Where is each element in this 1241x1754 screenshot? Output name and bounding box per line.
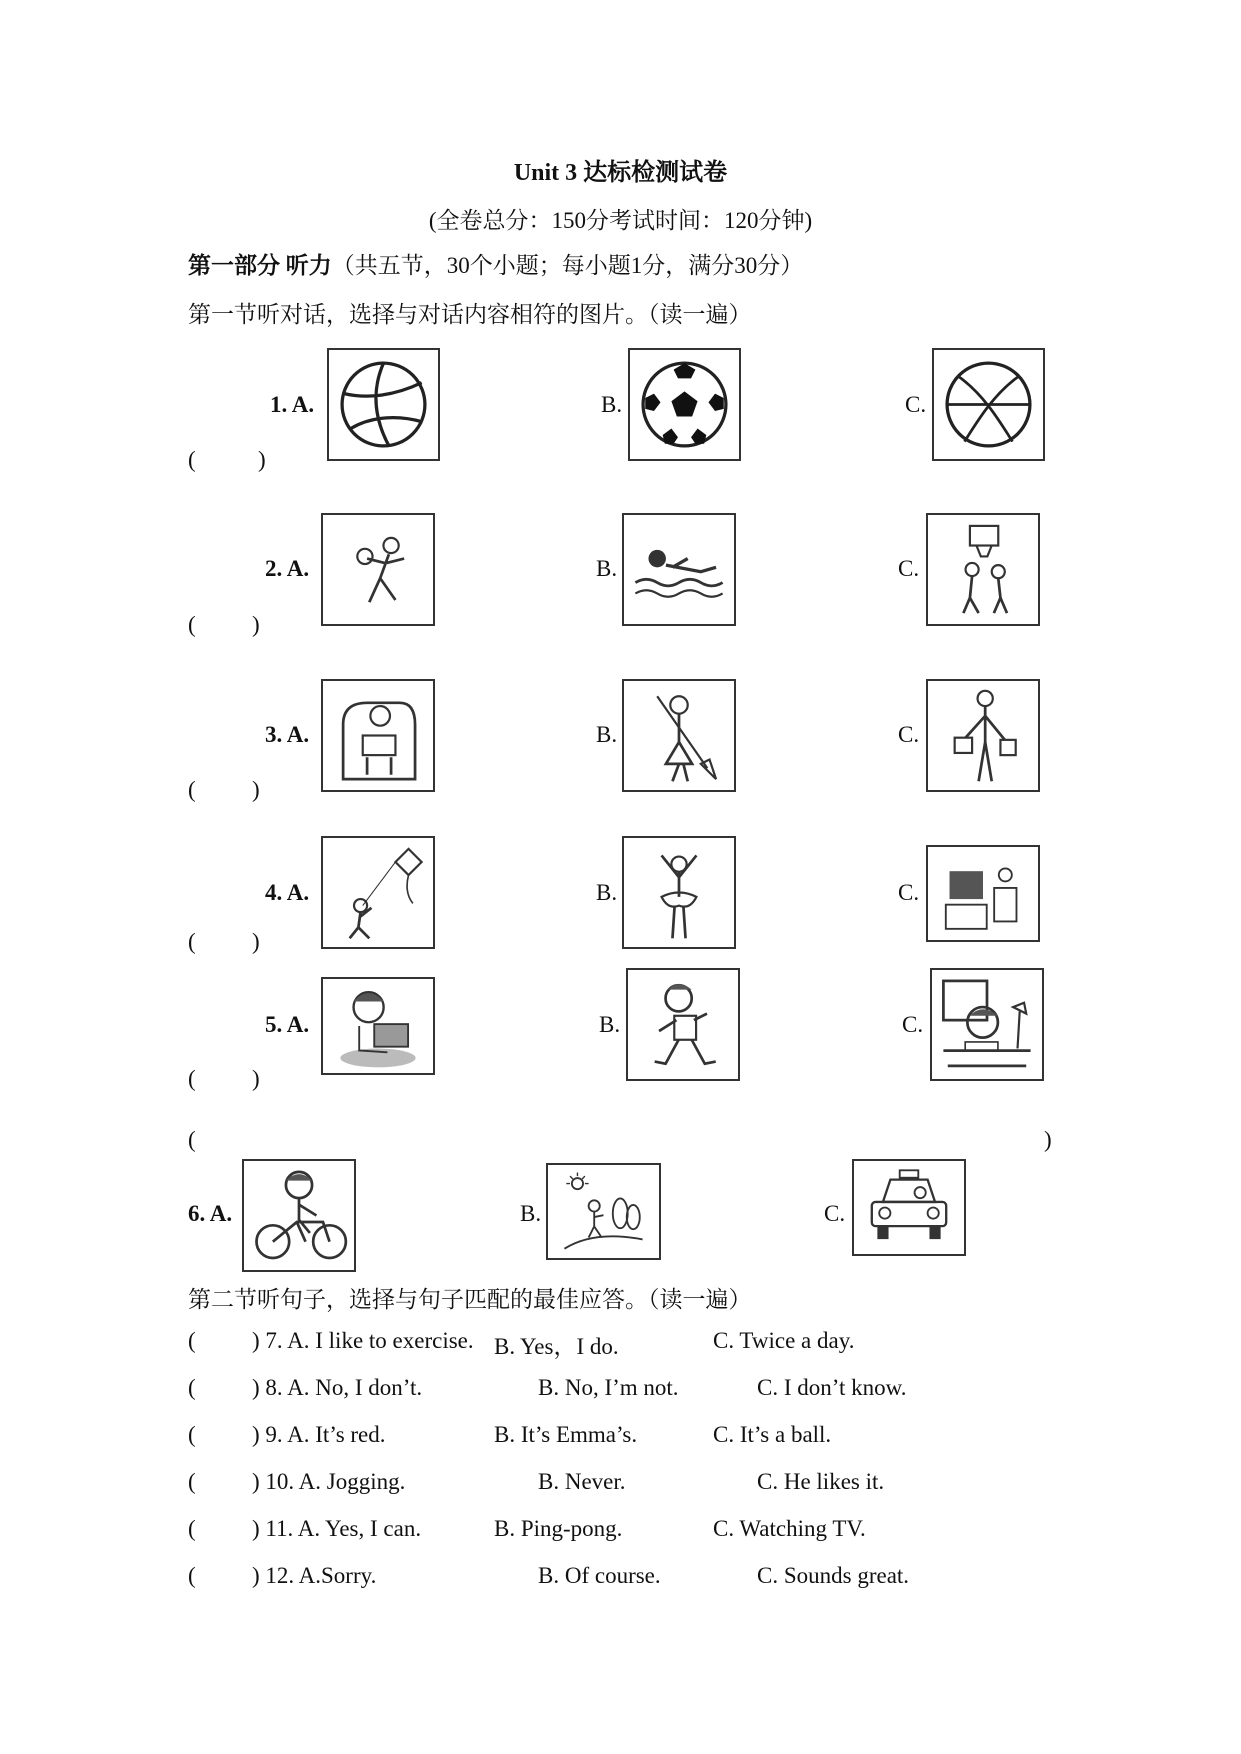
q2-label-c: C. [898,556,920,581]
q5-label-c: C. [902,1012,924,1037]
q2-answer-open[interactable]: ( [188,612,196,637]
q10-answer-blank[interactable]: ( [188,1469,196,1494]
reading-icon [321,679,435,792]
q10-option-b: B. Never. [538,1469,626,1494]
q2-answer-close: ) [252,612,260,637]
hiking-icon [546,1163,661,1260]
playing-basketball-icon [926,513,1040,626]
q12-option-c: C. Sounds great. [757,1563,910,1588]
q6-answer-open[interactable]: ( [188,1127,196,1152]
exam-info: (全卷总分：150分考试时间：120分钟) [428,208,813,233]
page-title: Unit 3 达标检测试卷 [513,160,728,186]
q8-answer-blank[interactable]: ( [188,1375,196,1400]
using-laptop-icon [321,977,435,1075]
q1-answer-close: ) [258,447,266,472]
q2-label-b: B. [596,556,618,581]
q11-answer-blank[interactable]: ( [188,1516,196,1541]
q4-label-a: 4. A. [265,880,310,905]
q2-label-a: 2. A. [265,556,310,581]
q8-option-a: ) 8. A. No, I don’t. [252,1375,423,1400]
playing-soccer-icon [321,513,435,626]
q4-answer-close: ) [252,929,260,954]
dancing-icon [622,836,736,949]
soccer-ball-icon [628,348,741,461]
q3-answer-open[interactable]: ( [188,777,196,802]
part1-heading [188,247,803,280]
q6-label-c: C. [824,1201,846,1226]
flying-kite-icon [321,836,435,949]
q9-option-b: B. It’s Emma’s. [494,1422,638,1447]
q11-option-c: C. Watching TV. [713,1516,866,1541]
section1-instruction: 第一节听对话，选择与对话内容相符的图片。（读一遍） [188,302,752,327]
swimming-icon [622,513,736,626]
volleyball-icon [327,348,440,461]
q9-option-c: C. It’s a ball. [713,1422,832,1447]
q5-answer-close: ) [252,1066,260,1091]
q3-label-a: 3. A. [265,722,310,747]
q6-answer-close: ) [1044,1127,1052,1152]
q7-option-b: B. Yes，I do. [494,1334,619,1359]
q3-label-b: B. [596,722,618,747]
q6-label-a: 6. A. [188,1201,233,1226]
watching-tv-icon [926,845,1040,942]
driving-car-icon [852,1159,966,1256]
q12-answer-blank[interactable]: ( [188,1563,196,1588]
q10-option-c: C. He likes it. [757,1469,885,1494]
q7-option-c: C. Twice a day. [713,1328,855,1353]
q11-option-b: B. Ping-pong. [494,1516,623,1541]
q1-answer-open[interactable]: ( [188,447,196,472]
q8-option-b: B. No, I’m not. [538,1375,679,1400]
q1-label-b: B. [601,392,623,417]
q7-answer-blank[interactable]: ( [188,1328,196,1353]
q7-option-a: ) 7. A. I like to exercise. [252,1328,474,1353]
q12-option-b: B. Of course. [538,1563,661,1588]
q10-option-a: ) 10. A. Jogging. [252,1469,406,1494]
q9-option-a: ) 9. A. It’s red. [252,1422,386,1447]
q6-label-b: B. [520,1201,542,1226]
q11-option-a: ) 11. A. Yes, I can. [252,1516,422,1541]
part1-heading-rest: （共五节，30个小题；每小题1分，满分30分） [331,253,804,278]
sweeping-icon [622,679,736,792]
q5-label-a: 5. A. [265,1012,310,1037]
q1-label-a: 1. A. [270,392,315,417]
eating-icon [626,968,740,1081]
q5-label-b: B. [599,1012,621,1037]
q1-label-c: C. [905,392,927,417]
basketball-icon [932,348,1045,461]
q8-option-c: C. I don’t know. [757,1375,907,1400]
q4-label-c: C. [898,880,920,905]
q4-answer-open[interactable]: ( [188,929,196,954]
shopping-icon [926,679,1040,792]
q5-answer-open[interactable]: ( [188,1066,196,1091]
riding-bike-icon [242,1159,356,1272]
q4-label-b: B. [596,880,618,905]
q12-option-a: ) 12. A.Sorry. [252,1563,377,1588]
q9-answer-blank[interactable]: ( [188,1422,196,1447]
part1-heading-bold: 第一部分 听力 [188,253,332,278]
q3-answer-close: ) [252,777,260,802]
q3-label-c: C. [898,722,920,747]
doing-homework-icon [930,968,1044,1081]
section2-instruction: 第二节听句子，选择与句子匹配的最佳应答。（读一遍） [188,1287,752,1312]
